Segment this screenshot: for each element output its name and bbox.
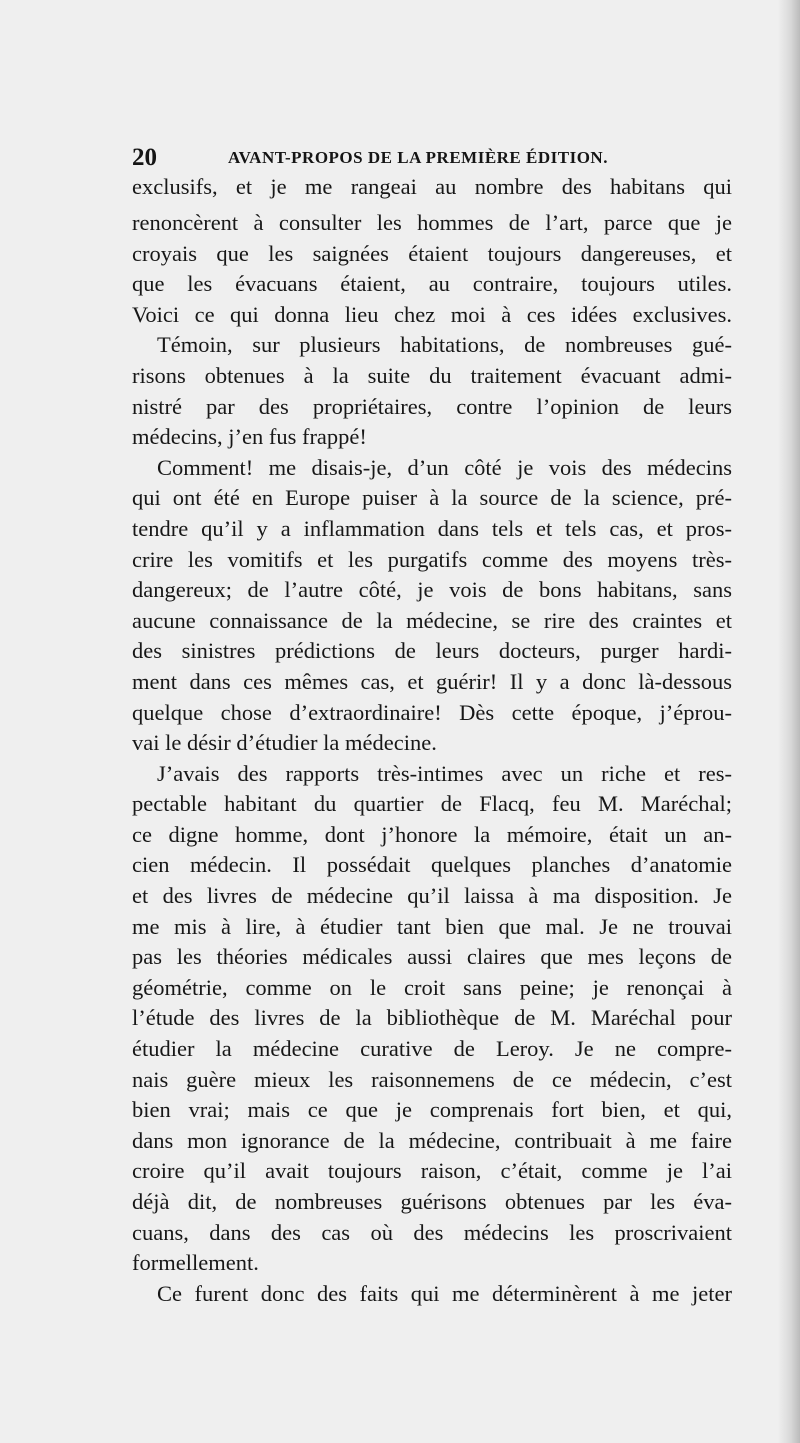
text-line: renoncèrent à consulter les hommes de l’art, parce que je xyxy=(132,210,732,235)
text-line: me mis à lire, à étudier tant bien que mal. Je ne trouvai xyxy=(132,913,732,939)
text-line: et des livres de médecine qu’il laissa à ma disposition. Je xyxy=(132,883,732,909)
text-line: aucune connaissance de la médecine, se rire des craintes et xyxy=(132,607,732,633)
running-title: AVANT-PROPOS DE LA PREMIÈRE ÉDITION. xyxy=(228,148,608,167)
text-line: croyais que les saignées étaient toujours dangereuses, et xyxy=(132,240,732,266)
text-line: tendre qu’il y a inflammation dans tels et tels cas, et pros- xyxy=(132,515,732,541)
text-line: crire les vomitifs et les purgatifs comme des moyens très- xyxy=(132,546,732,572)
text-line: vai le désir d’étudier la médecine. xyxy=(132,730,437,756)
text-line: formellement. xyxy=(132,1250,259,1276)
text-line: Comment! me disais-je, d’un côté je vois des médecins xyxy=(157,454,732,480)
text-line: des sinistres prédictions de leurs docteurs, purger hardi- xyxy=(132,638,732,664)
page-edge-shadow xyxy=(778,0,800,1443)
text-line: Voici ce qui donna lieu chez moi à ces idées exclusives. xyxy=(132,301,732,327)
text-line: déjà dit, de nombreuses guérisons obtenues par les éva- xyxy=(132,1189,732,1214)
text-line: croire qu’il avait toujours raison, c’était, comme je l’ai xyxy=(132,1158,732,1184)
text-line: ment dans ces mêmes cas, et guérir! Il y a donc là-dessous xyxy=(132,668,732,694)
text-line: dangereux; de l’autre côté, je vois de bons habitans, sans xyxy=(132,577,732,603)
text-line: risons obtenues à la suite du traitement évacuant admi- xyxy=(132,362,732,388)
text-line: pas les théories médicales aussi claires que mes leçons de xyxy=(132,944,732,970)
text-line: J’avais des rapports très-intimes avec un riche et res- xyxy=(157,760,732,786)
text-line: ce digne homme, dont j’honore la mémoire, était un an- xyxy=(132,821,732,847)
text-line: qui ont été en Europe puiser à la source de la science, pré- xyxy=(132,485,732,511)
text-line: médecins, j’en fus frappé! xyxy=(132,424,367,450)
text-line: l’étude des livres de la bibliothèque de M. Maréchal pour xyxy=(132,1005,732,1031)
text-line: bien vrai; mais ce que je comprenais fort bien, et qui, xyxy=(132,1097,732,1123)
page-header xyxy=(132,144,732,174)
text-line: quelque chose d’extraordinaire! Dès cette époque, j’éprou- xyxy=(132,699,732,725)
text-line: étudier la médecine curative de Leroy. Je ne compre- xyxy=(132,1036,732,1062)
body-text xyxy=(132,172,732,1309)
text-line: Ce furent donc des faits qui me déterminèrent à me jeter xyxy=(157,1280,732,1306)
page-number: 20 xyxy=(132,144,157,171)
text-line: dans mon ignorance de la médecine, contribuait à me faire xyxy=(132,1127,732,1153)
text-line: cien médecin. Il possédait quelques planches d’anatomie xyxy=(132,852,732,878)
text-line: cuans, dans des cas où des médecins les proscrivaient xyxy=(132,1219,732,1245)
text-line: géométrie, comme on le croit sans peine; je renonçai à xyxy=(132,974,732,1000)
text-line: Témoin, sur plusieurs habitations, de nombreuses gué- xyxy=(157,332,732,358)
text-line: pectable habitant du quartier de Flacq, feu M. Maréchal; xyxy=(132,791,732,817)
text-line: nais guère mieux les raisonnemens de ce médecin, c’est xyxy=(132,1066,732,1092)
text-line: exclusifs, et je me rangeai au nombre des habitans qui xyxy=(132,174,732,199)
text-line: que les évacuans étaient, au contraire, toujours utiles. xyxy=(132,271,732,297)
text-line: nistré par des propriétaires, contre l’opinion de leurs xyxy=(132,393,732,419)
